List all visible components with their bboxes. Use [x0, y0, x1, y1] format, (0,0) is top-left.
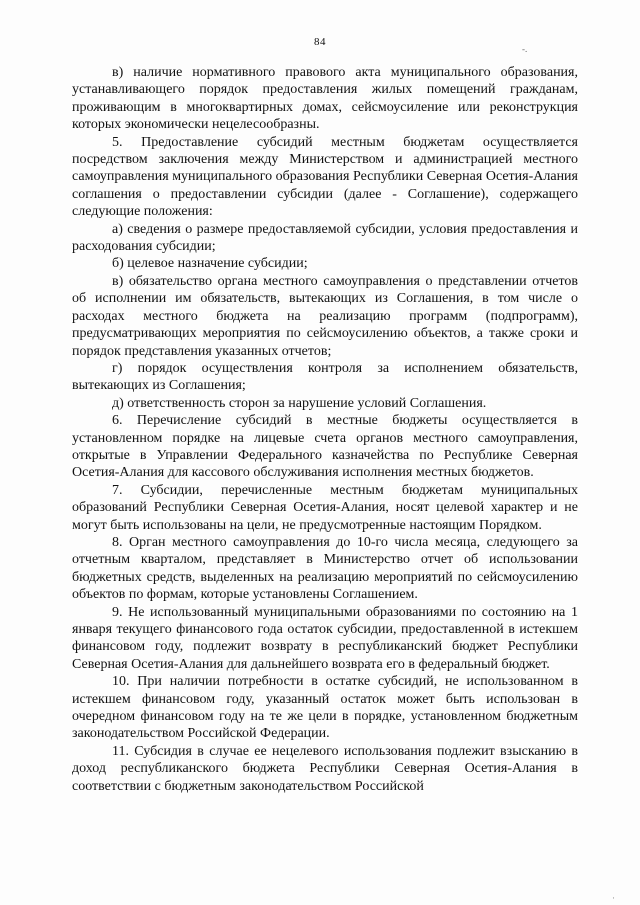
paragraph-5: 5. Предоставление субсидий местным бюджетам осуществляется посредством заключения между Министерством и администрацией местного самоуправления муниципального образования Республики Северная Осетия-Алания соглашения о предоставлении субсидии (далее - Соглашение), содержащего следующие положения: [72, 134, 578, 220]
paragraph-5v: в) обязательство органа местного самоуправления о представлении отчетов об исполнении им обязательств, вытекающих из Соглашения, в том числе о расходах местного бюджета на реализацию программ (подпрограмм), предусматривающих мероприятия по сейсмоусилению объектов, а также сроки и порядок представления указанных отчетов; [72, 273, 578, 359]
paragraph-9: 9. Не использованный муниципальными образованиями по состоянию на 1 января текущего финансового года остаток субсидии, предоставленной в истекшем финансовом году, подлежит возврату в республиканский бюджет Республики Северная Осетия-Алания для дальнейшего возврата его в федеральный бюджет. [72, 604, 578, 672]
paragraph-5a: а) сведения о размере предоставляемой субсидии, условия предоставления и расходования субсидии; [72, 221, 578, 255]
paragraph-3v: в) наличие нормативного правового акта муниципального образования, устанавливающего порядок предоставления жилых помещений гражданам, проживающим в многоквартирных домах, сейсмоусиление или реконструкция которых экономически нецелесообразны. [72, 65, 578, 133]
document-body [72, 64, 578, 795]
paragraph-10: 10. При наличии потребности в остатке субсидий, не использованном в истекшем финансовом году, указанный остаток может быть использован в очередном финансовом году на те же цели в порядке, установленном бюджетным законодательством Российской Федерации. [72, 674, 578, 742]
paragraph-5d: д) ответственность сторон за нарушение условий Соглашения. [112, 395, 487, 411]
paragraph-7: 7. Субсидии, перечисленные местным бюджетам муниципальных образований Республики Северная Осетия-Алания, носят целевой характер и не могут быть использованы на цели, не предусмотренные настоящим Порядком. [72, 482, 578, 533]
paragraph-5g: г) порядок осуществления контроля за исполнением обязательств, вытекающих из Соглашения; [72, 360, 578, 394]
scan-mark-bottom: · [612, 893, 615, 903]
paragraph-11: 11. Субсидия в случае ее нецелевого использования подлежит взысканию в доход республиканского бюджета Республики Северная Осетия-Алания в соответствии с бюджетным законодательством Российской [72, 743, 578, 794]
paragraph-8: 8. Орган местного самоуправления до 10-го числа месяца, следующего за отчетным кварталом, представляет в Министерство отчет об использовании бюджетных средств, выделенных на реализацию мероприятий по сейсмоусилению объектов по формам, которые установлены Соглашением. [72, 534, 578, 603]
page-number: 84 [314, 36, 326, 48]
paragraph-6: 6. Перечисление субсидий в местные бюджеты осуществляется в установленном порядке на лицевые счета органов местного самоуправления, открытые в Управлении Федерального казначейства по Республике Северная Осетия-Алания для кассового обслуживания исполнения местных бюджетов. [72, 413, 578, 481]
paragraph-5b: б) целевое назначение субсидии; [112, 256, 308, 272]
scan-mark: -. [522, 44, 528, 54]
